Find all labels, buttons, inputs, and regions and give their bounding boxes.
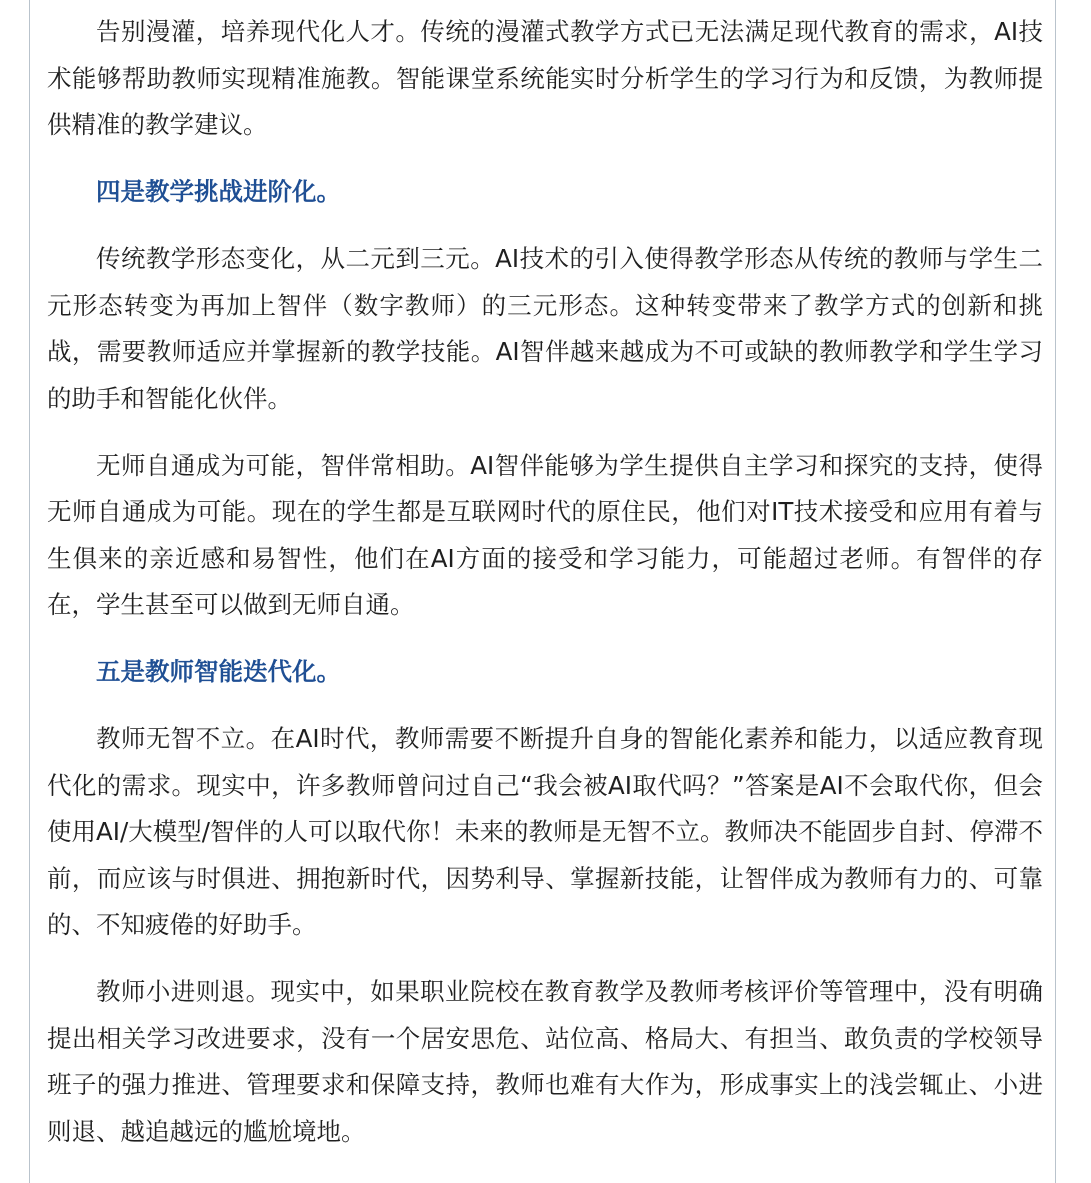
paragraph: 传统教学形态变化，从二元到三元。AI技术的引入使得教学形态从传统的教师与学生二元形态转变为再加上智伴（数字教师）的三元形态。这种转变带来了教学方式的创新和挑战，需要教师适应并掌握新的教学技能。AI智伴越来越成为不可或缺的教师教学和学生学习的助手和智能化伙伴。 — [47, 244, 1043, 413]
article-body — [47, 9, 1043, 1176]
section-heading: 四是教学挑战进阶化。 — [96, 177, 341, 206]
paragraph: 教师小进则退。现实中，如果职业院校在教育教学及教师考核评价等管理中，没有明确提出相关学习改进要求，没有一个居安思危、站位高、格局大、有担当、敢负责的学校领导班子的强力推进、管理要求和保障支持，教师也难有大作为，形成事实上的浅尝辄止、小进则退、越追越远的尴尬境地。 — [47, 977, 1043, 1146]
section-heading: 五是教师智能迭代化。 — [96, 657, 341, 686]
paragraph: 告别漫灌，培养现代化人才。传统的漫灌式教学方式已无法满足现代教育的需求，AI技术能够帮助教师实现精准施教。智能课堂系统能实时分析学生的学习行为和反馈，为教师提供精准的教学建议。 — [47, 17, 1043, 139]
paragraph: 教师无智不立。在AI时代，教师需要不断提升自身的智能化素养和能力，以适应教育现代化的需求。现实中，许多教师曾问过自己“我会被AI取代吗？”答案是AI不会取代你，但会使用AI/大模型/智伴的人可以取代你！未来的教师是无智不立。教师决不能固步自封、停滞不前，而应该与时俱进、拥抱新时代，因势利导、掌握新技能，让智伴成为教师有力的、可靠的、不知疲倦的好助手。 — [47, 724, 1043, 939]
paragraph: 无师自通成为可能，智伴常相助。AI智伴能够为学生提供自主学习和探究的支持，使得无师自通成为可能。现在的学生都是互联网时代的原住民，他们对IT技术接受和应用有着与生俱来的亲近感和易智性，他们在AI方面的接受和学习能力，可能超过老师。有智伴的存在，学生甚至可以做到无师自通。 — [47, 450, 1043, 619]
